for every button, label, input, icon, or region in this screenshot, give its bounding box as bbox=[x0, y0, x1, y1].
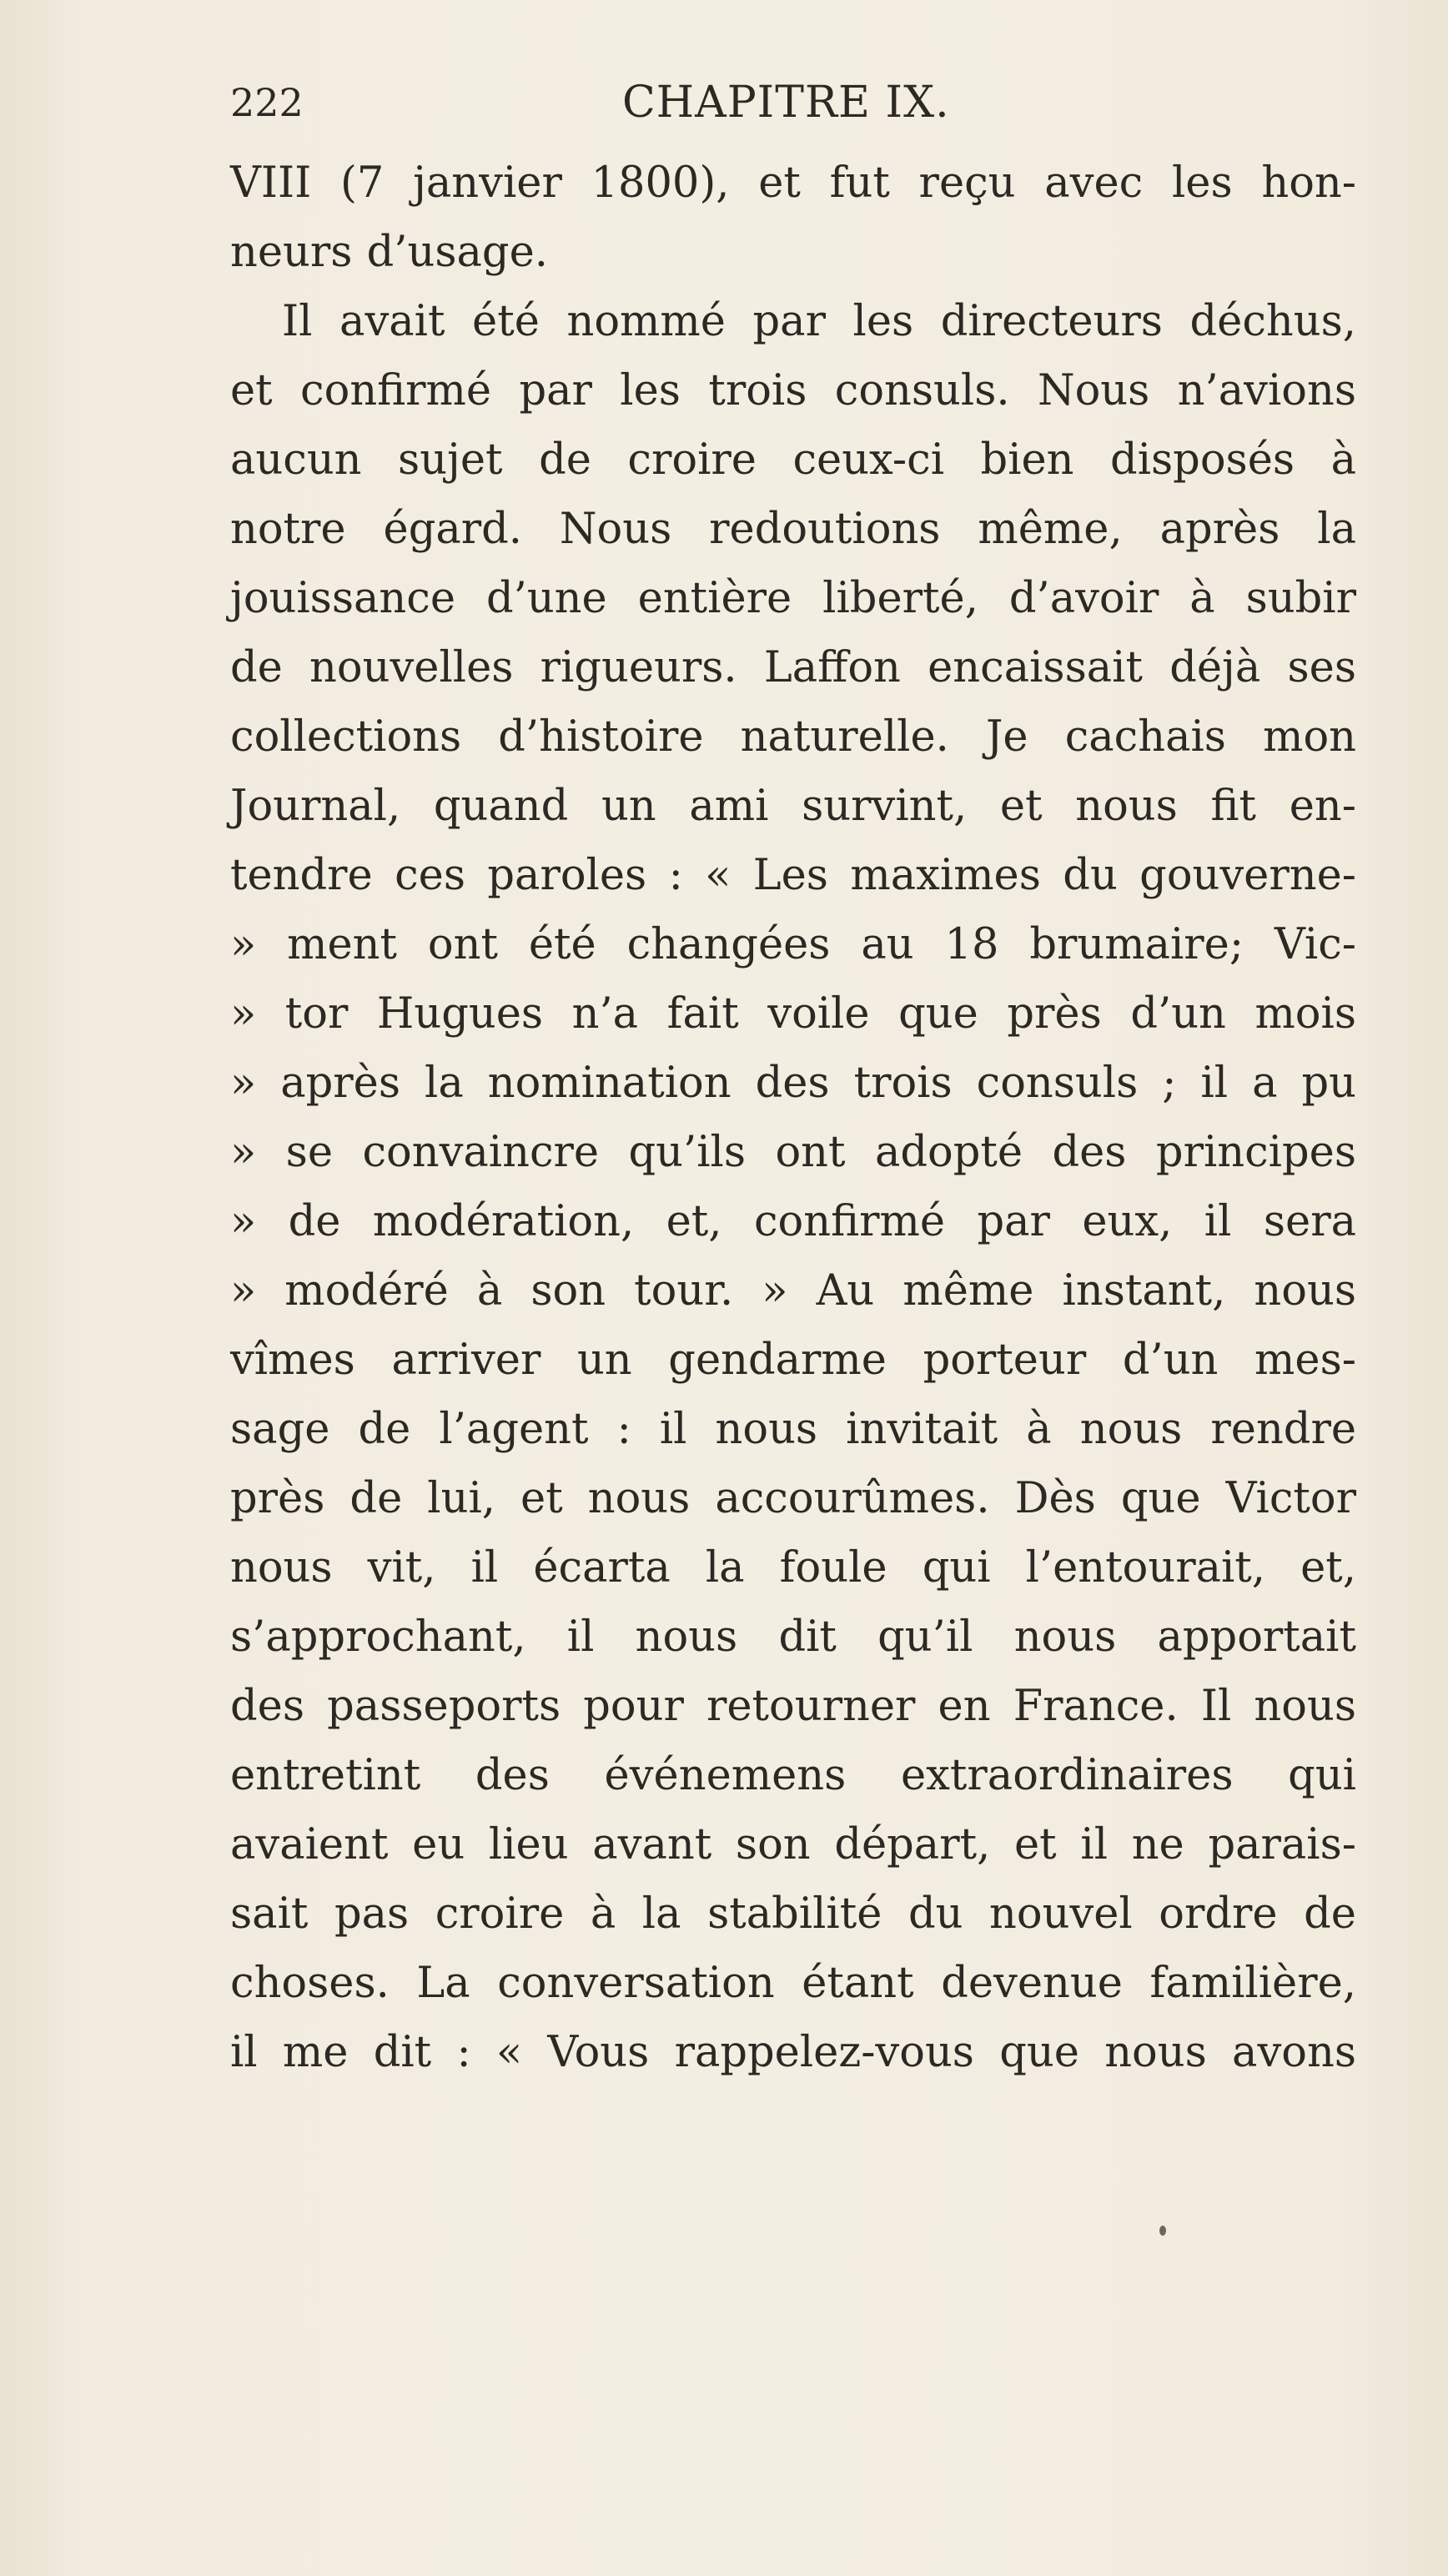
text-line: des passeports pour retourner en France. Il nous bbox=[230, 1682, 1356, 1731]
text-line: jouissance d’une entière liberté, d’avoir à subir bbox=[230, 574, 1356, 623]
text-line: » se convaincre qu’ils ont adopté des principes bbox=[230, 1128, 1356, 1177]
text-line: VIII (7 janvier 1800), et fut reçu avec les hon- bbox=[230, 158, 1356, 208]
text-line: et confirmé par les trois consuls. Nous n’avions bbox=[230, 366, 1356, 415]
text-line: » modéré à son tour. » Au même instant, nous bbox=[230, 1266, 1356, 1316]
text-line: Journal, quand un ami survint, et nous fit en- bbox=[230, 782, 1356, 831]
text-line: de nouvelles rigueurs. Laffon encaissait déjà ses bbox=[230, 643, 1356, 692]
text-line: notre égard. Nous redoutions même, après la bbox=[230, 505, 1356, 554]
text-line: choses. La conversation étant devenue familière, bbox=[230, 1959, 1356, 2008]
text-line: il me dit : « Vous rappelez-vous que nous avons bbox=[230, 2028, 1356, 2077]
text-line: collections d’histoire naturelle. Je cachais mon bbox=[230, 712, 1356, 762]
text-line: » de modération, et, confirmé par eux, il sera bbox=[230, 1197, 1356, 1246]
ink-speck bbox=[1159, 2226, 1166, 2236]
text-line: tendre ces paroles : « Les maximes du gouverne- bbox=[230, 851, 1356, 900]
text-line: neurs d’usage. bbox=[230, 228, 548, 277]
text-line: sait pas croire à la stabilité du nouvel ordre de bbox=[230, 1889, 1356, 1939]
page-number: 222 bbox=[230, 80, 304, 125]
body-text bbox=[230, 148, 1356, 2087]
text-line: entretint des événemens extraordinaires qui bbox=[230, 1751, 1356, 1800]
running-head: CHAPITRE IX. bbox=[622, 78, 950, 128]
text-line: aucun sujet de croire ceux-ci bien disposés à bbox=[230, 435, 1356, 485]
text-line: » ment ont été changées au 18 brumaire; Vic- bbox=[230, 920, 1356, 969]
page-header bbox=[230, 73, 1340, 140]
text-line: » après la nomination des trois consuls ; il a pu bbox=[230, 1059, 1356, 1108]
text-line: sage de l’agent : il nous invitait à nous rendre bbox=[230, 1405, 1356, 1454]
text-line: avaient eu lieu avant son départ, et il ne parais- bbox=[230, 1820, 1356, 1869]
text-line: nous vit, il écarta la foule qui l’entourait, et, bbox=[230, 1543, 1356, 1592]
text-line: s’approchant, il nous dit qu’il nous apportait bbox=[230, 1613, 1356, 1662]
text-line: Il avait été nommé par les directeurs déchus, bbox=[282, 297, 1356, 346]
text-line: vîmes arriver un gendarme porteur d’un mes- bbox=[230, 1336, 1356, 1385]
text-line: près de lui, et nous accourûmes. Dès que Victor bbox=[230, 1474, 1356, 1523]
text-line: » tor Hugues n’a fait voile que près d’un mois bbox=[230, 989, 1356, 1039]
